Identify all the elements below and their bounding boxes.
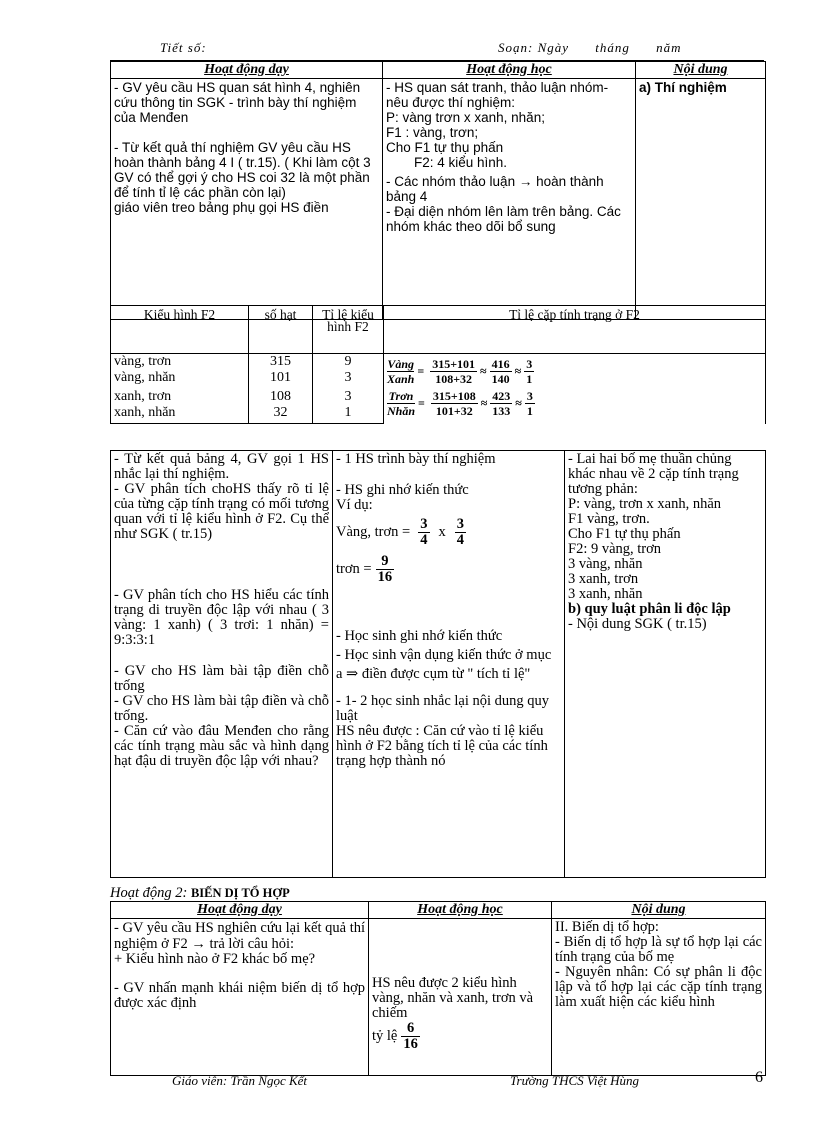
header-content: Nội dung (552, 902, 766, 919)
lesson-number: Tiết số: (160, 40, 207, 55)
prep-date: Soạn: Ngày tháng năm (498, 40, 682, 55)
activity-table-3 (110, 901, 766, 1076)
teacher-name: Giáo viên: Trần Ngọc Kết (172, 1073, 308, 1088)
col-seed-count: số hạt (249, 306, 313, 354)
header-learning: Hoạt động học (383, 62, 636, 79)
table-row: xanh, trơn 108 3 Trơn Nhăn = $\frac{315+108}{101+32}$ ≈ $\frac{423}{133}$ ≈ $\frac{3}{1}$ (111, 386, 766, 405)
teaching-cell: - GV yêu cầu HS nghiên cứu lại kết quả thí nghiệm ở F2 → trả lời câu hỏi: + Kiểu hình nào ở F2 khác bố mẹ? - GV nhấn mạnh khái niệm biến dị tổ hợp được xác định (111, 919, 369, 1076)
header-content: Nội dung (636, 62, 766, 79)
school-name: Trường THCS Việt Hùng (510, 1073, 639, 1088)
shape-ratio-cell (384, 386, 766, 424)
col-trait-ratio: Tỉ lệ cặp tính trạng ở F2 (384, 306, 766, 354)
col-phenotype: Kiểu hình F2 (111, 306, 249, 354)
activity-table-2 (110, 450, 766, 878)
teaching-cell: - Từ kết quả bảng 4, GV gọi 1 HS nhắc lại thí nghiệm. - GV phân tích choHS thấy rõ tỉ lệ của từng cặp tính trạng có mối tương quan với tỉ lệ kiểu hình ở F2. Cụ thể như SGK ( tr.15) - GV phân tích cho HS hiểu các tính trạng di truyền độc lập với nhau ( 3 vàng: 1 xanh) ( 3 trơi: 1 nhăn) = 9:3:3:1 - GV cho HS làm bài tập điền chỗ trống - GV cho HS làm bài tập điền và chỗ trống. - Căn cứ vào đâu Menđen cho rằng các tính trạng màu sắc và hình dạng hạt đậu di truyền độc lập với nhau? (111, 451, 333, 878)
page-header (110, 40, 764, 58)
learning-cell: HS nêu được 2 kiểu hình vàng, nhăn và xanh, trơn và chiếm tỷ lệ $\frac{6}{16}$ (369, 919, 552, 1076)
learning-cell: - HS quan sát tranh, thảo luận nhóm- nêu được thí nghiệm: P: vàng trơn x xanh, nhăn; F1 : vàng, trơn; Cho F1 tự thụ phấn F2: 4 kiểu hình. - Các nhóm thảo luận → hoàn thành bảng 4 - Đại diện nhóm lên làm trên bảng. Các nhóm khác theo dõi bổ sung (383, 79, 636, 320)
col-phenotype-ratio: Tỉ lệ kiểu hình F2 (313, 306, 384, 354)
page-number: 6 (755, 1069, 763, 1086)
header-teaching: Hoạt động dạy (111, 62, 383, 79)
teaching-cell: - GV yêu cầu HS quan sát hình 4, nghiên cứu thông tin SGK - trình bày thí nghiệm của Menđen - Từ kết quả thí nghiệm GV yêu cầu HS hoàn thành bảng 4 I ( tr.15). ( Khi làm cột 3 GV có thể gợi ý cho HS coi 32 là một phần để tính tỉ lệ các phần còn lại) giáo viên treo bảng phụ gọi HS điền (111, 79, 383, 320)
activity-table-1 (110, 61, 766, 320)
color-ratio-cell (384, 354, 766, 387)
table-row: vàng, nhăn 101 3 (111, 370, 766, 386)
table-row: xanh, nhăn 32 1 (111, 405, 766, 424)
probability-example: Vàng, trơn = $\frac{3}{4}$ x $\frac{3}{4}$ (336, 516, 464, 548)
header-teaching: Hoạt động dạy (111, 902, 369, 919)
content-cell: - Lai hai bố mẹ thuần chủng khác nhau về 2 cặp tính trạng tương phản: P: vàng, trơn x xanh, nhăn F1 vàng, trơn. Cho F1 tự thụ phấn F2: 9 vàng, trơn 3 vàng, nhăn 3 xanh, trơn 3 xanh, nhăn b) quy luật phân li độc lập - Nội dung SGK ( tr.15) (565, 451, 766, 878)
section-title: Hoạt động 2: BIẾN DỊ TỔ HỢP (110, 885, 290, 901)
shape-ratio: Trơn Nhăn = $\frac{315+108}{101+32}$ ≈ $\frac{423}{133}$ ≈ $\frac{3}{1}$ (387, 388, 533, 418)
header-learning: Hoạt động học (369, 902, 552, 919)
learning-cell: - 1 HS trình bày thí nghiệm - HS ghi nhớ kiến thức Ví dụ: Vàng, trơn = $\frac{3}{4}$ x $\frac{3}{4}$ trơn = $\frac{9}{16}$ - Học sinh ghi nhớ kiến thức - Học sinh vận dụng kiến thức ở mục a ⇒ điền được cụm từ " tích tỉ lệ" - 1- 2 học sinh nhắc lại nội dung quy luật HS nêu được : Căn cứ vào tỉ lệ kiểu hình ở F2 bằng tích tỉ lệ của các tính trạng hợp thành nó (333, 451, 565, 878)
results-table (110, 305, 766, 424)
color-ratio: Vàng Xanh = $\frac{315+101}{108+32}$ ≈ $\frac{416}{140}$ ≈ $\frac{3}{1}$ (387, 356, 533, 386)
content-cell: II. Biến dị tổ hợp: - Biến dị tổ hợp là sự tổ hợp lại các tính trạng của bố mẹ - Nguyên nhân: Có sự phân li độc lập và tổ hợp lại các cặp tính trạng làm xuất hiện các kiểu hình (552, 919, 766, 1076)
table-row: vàng, trơn 315 9 Vàng Xanh = $\frac{315+101}{108+32}$ ≈ $\frac{416}{140}$ ≈ $\frac{3}{1}$ (111, 354, 766, 371)
content-cell: a) Thí nghiệm (636, 79, 766, 320)
